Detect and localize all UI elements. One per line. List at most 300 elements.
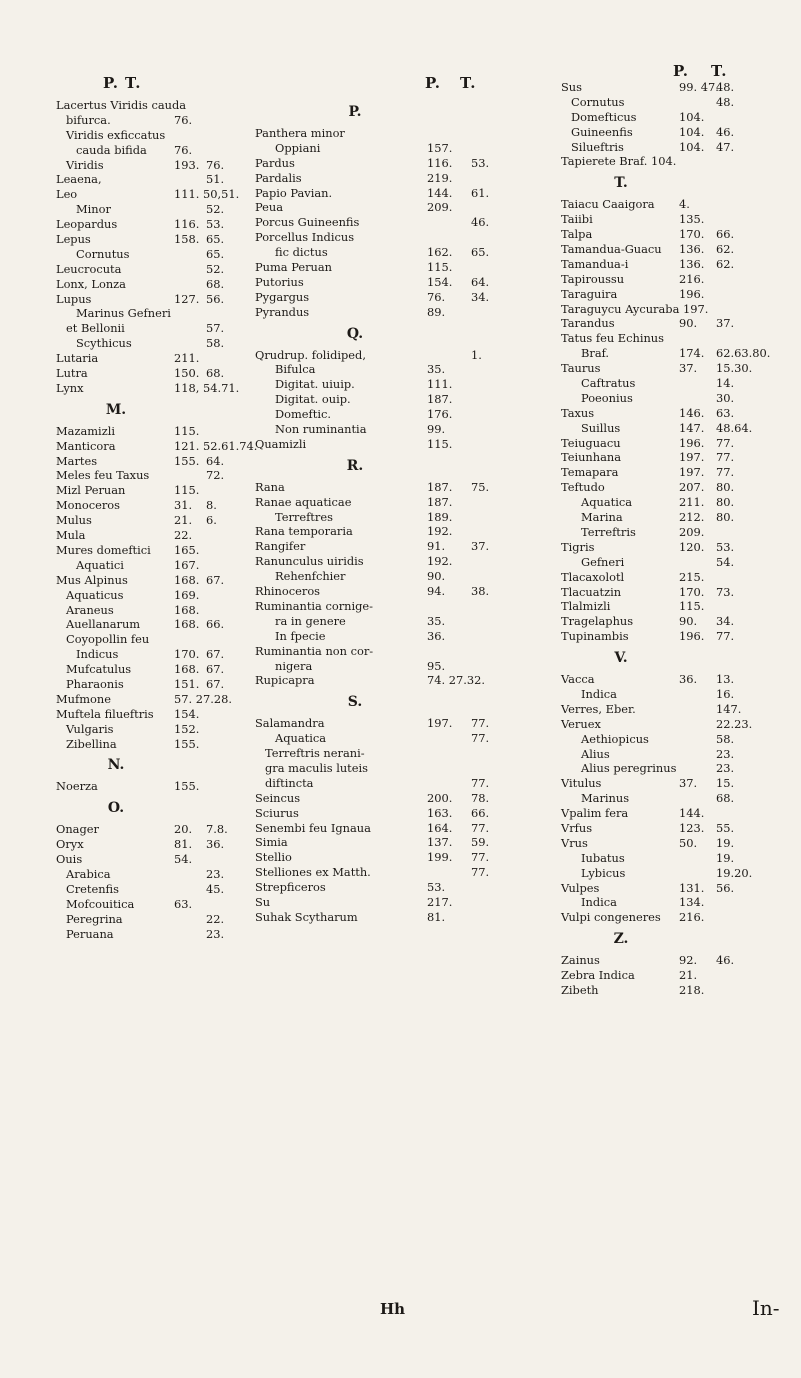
entry-page-p: 209. bbox=[427, 200, 453, 215]
index-entry bbox=[255, 673, 535, 688]
entry-page-t: 53. bbox=[471, 155, 490, 170]
entry-page-p: 118, 54.71. bbox=[174, 380, 240, 395]
entry-page-p: 91. bbox=[427, 539, 446, 554]
entry-name: Terreftris nerani- bbox=[265, 746, 365, 761]
entry-page-p: 211. bbox=[174, 351, 200, 366]
entry-name: Viridis bbox=[66, 157, 104, 172]
entry-name: Alius bbox=[581, 746, 610, 761]
entry-page-p: 115. bbox=[427, 260, 453, 275]
index-entry bbox=[56, 603, 256, 618]
entry-page-t: 46. bbox=[716, 124, 735, 139]
index-entry bbox=[255, 806, 535, 821]
entry-page-t: 46. bbox=[716, 953, 735, 968]
entry-page-p: 37. bbox=[679, 361, 698, 376]
entry-name: Lynx bbox=[56, 380, 84, 395]
entry-page-p: 90. bbox=[679, 316, 698, 331]
index-entry bbox=[561, 968, 791, 983]
entry-page-t: 14. bbox=[716, 376, 735, 391]
entry-name: Ranae aquaticae bbox=[255, 494, 352, 509]
entry-name: Lybicus bbox=[581, 865, 626, 880]
index-entry bbox=[56, 232, 256, 247]
entry-name: Tlalmizli bbox=[561, 599, 611, 614]
index-entry bbox=[56, 262, 256, 277]
entry-page-p: 137. bbox=[427, 835, 453, 850]
entry-page-p: 104. bbox=[679, 139, 705, 154]
column-header-t: T. bbox=[711, 62, 728, 80]
section-letter: M. bbox=[105, 401, 127, 418]
index-entry bbox=[56, 217, 256, 232]
entry-page-t: 66. bbox=[471, 805, 490, 820]
entry-name: Putorius bbox=[255, 274, 304, 289]
entry-name: Suhak Scytharum bbox=[255, 909, 358, 924]
entry-page-p: 74. 27.32. bbox=[427, 673, 485, 688]
entry-page-p: 207. bbox=[679, 480, 705, 495]
section-letter: T. bbox=[614, 175, 628, 192]
entry-name: Tarandus bbox=[561, 316, 615, 331]
entry-name: Lutaria bbox=[56, 351, 99, 366]
section-letter: S. bbox=[347, 694, 363, 711]
entry-page-p: 76. bbox=[174, 142, 193, 157]
entry-name: Martes bbox=[56, 453, 98, 468]
entry-page-p: 99. bbox=[427, 422, 446, 437]
index-entry bbox=[56, 558, 256, 573]
index-entry bbox=[56, 588, 256, 603]
entry-page-p: 147. bbox=[679, 420, 705, 435]
entry-name: Mufcatulus bbox=[66, 662, 132, 677]
entry-page-t: 65. bbox=[206, 246, 225, 261]
index-entry bbox=[56, 498, 256, 513]
entry-page-t: 62. bbox=[716, 256, 735, 271]
entry-page-t: 15. bbox=[716, 776, 735, 791]
entry-name: Ouis bbox=[56, 852, 83, 867]
entry-page-p: 187. bbox=[427, 392, 453, 407]
section-letter: V. bbox=[614, 650, 628, 667]
entry-page-p: 37. bbox=[679, 776, 698, 791]
index-entry bbox=[56, 351, 256, 366]
entry-page-p: 144. bbox=[679, 806, 705, 821]
entry-page-p: 136. bbox=[679, 256, 705, 271]
index-entry bbox=[255, 230, 535, 245]
index-entry bbox=[255, 407, 535, 422]
entry-page-p: 104. bbox=[679, 124, 705, 139]
entry-name: Ruminantia cornige- bbox=[255, 598, 373, 613]
entry-page-t: 57. bbox=[206, 321, 225, 336]
index-entry bbox=[56, 632, 256, 647]
entry-page-p: 150. bbox=[174, 366, 200, 381]
entry-page-p: 131. bbox=[679, 880, 705, 895]
index-entry bbox=[561, 747, 791, 762]
entry-page-t: 36. bbox=[206, 837, 225, 852]
entry-name: diftincta bbox=[265, 775, 314, 790]
entry-page-p: 21. bbox=[174, 513, 193, 528]
entry-list bbox=[561, 80, 791, 998]
entry-name: Cornutus bbox=[571, 94, 625, 109]
entry-name: In fpecie bbox=[275, 628, 326, 643]
index-entry bbox=[561, 540, 791, 555]
index-entry bbox=[561, 465, 791, 480]
entry-page-p: 144. bbox=[427, 185, 453, 200]
entry-page-p: 168. bbox=[174, 617, 200, 632]
index-entry bbox=[561, 480, 791, 495]
entry-name: Manticora bbox=[56, 438, 116, 453]
index-entry bbox=[561, 287, 791, 302]
entry-name: Tapiroussu bbox=[561, 271, 625, 286]
entry-page-t: 6. bbox=[206, 513, 217, 528]
entry-name: Pharaonis bbox=[66, 676, 124, 691]
entry-name: Tamandua-Guacu bbox=[561, 242, 662, 257]
index-entry bbox=[255, 614, 535, 629]
index-entry bbox=[255, 554, 535, 569]
entry-page-t: 80. bbox=[716, 495, 735, 510]
entry-page-t: 38. bbox=[471, 584, 490, 599]
entry-page-p: 57. 27.28. bbox=[174, 691, 232, 706]
entry-page-p: 127. bbox=[174, 291, 200, 306]
entry-page-t: 16. bbox=[716, 686, 735, 701]
index-entry bbox=[255, 141, 535, 156]
entry-page-t: 22. bbox=[206, 911, 225, 926]
entry-name: Monoceros bbox=[56, 498, 120, 513]
entry-page-t: 48.64. bbox=[716, 420, 753, 435]
entry-page-p: 111. bbox=[427, 377, 453, 392]
entry-name: Taraguira bbox=[561, 286, 618, 301]
entry-name: Lutra bbox=[56, 366, 88, 381]
index-entry bbox=[561, 806, 791, 821]
entry-name: Aquaticus bbox=[66, 587, 124, 602]
entry-name: Indicus bbox=[76, 647, 119, 662]
entry-page-t: 46. bbox=[471, 215, 490, 230]
entry-page-p: 216. bbox=[679, 910, 705, 925]
entry-name: Gefneri bbox=[581, 554, 625, 569]
entry-name: Sciurus bbox=[255, 805, 299, 820]
index-entry bbox=[561, 866, 791, 881]
entry-page-p: 154. bbox=[427, 274, 453, 289]
entry-page-p: 116. bbox=[427, 155, 453, 170]
index-entry bbox=[255, 171, 535, 186]
index-entry bbox=[561, 510, 791, 525]
entry-name: Auellanarum bbox=[66, 617, 141, 632]
entry-name: Peruana bbox=[66, 926, 114, 941]
entry-name: Ranunculus uiridis bbox=[255, 554, 364, 569]
entry-page-p: 169. bbox=[174, 587, 200, 602]
entry-name: Zebra Indica bbox=[561, 968, 635, 983]
index-entry bbox=[255, 539, 535, 554]
entry-page-t: 34. bbox=[471, 289, 490, 304]
index-entry bbox=[56, 737, 256, 752]
index-entry bbox=[255, 731, 535, 746]
entry-name: Mizl Peruan bbox=[56, 483, 126, 498]
entry-name: Domeftic. bbox=[275, 407, 331, 422]
index-entry bbox=[56, 543, 256, 558]
entry-name: Vulpes bbox=[561, 880, 600, 895]
entry-name: Mures domeftici bbox=[56, 542, 151, 557]
entry-name: Oppiani bbox=[275, 140, 321, 155]
index-entry bbox=[561, 421, 791, 436]
entry-name: Marinus Gefneri bbox=[76, 306, 171, 321]
index-entry bbox=[561, 732, 791, 747]
entry-page-p: 115. bbox=[679, 599, 705, 614]
entry-page-p: 187. bbox=[427, 494, 453, 509]
index-entry bbox=[561, 599, 791, 614]
entry-name: Taiacu Caaigora bbox=[561, 197, 655, 212]
entry-page-t: 47. bbox=[716, 139, 735, 154]
index-entry bbox=[561, 302, 791, 317]
entry-name: Minor bbox=[76, 202, 111, 217]
entry-page-p: 174. bbox=[679, 346, 705, 361]
entry-page-t: 58. bbox=[716, 731, 735, 746]
entry-page-p: 116. bbox=[174, 217, 200, 232]
entry-page-t: 45. bbox=[206, 881, 225, 896]
entry-page-p: 50. bbox=[679, 835, 698, 850]
index-entry bbox=[255, 821, 535, 836]
entry-page-p: 90. bbox=[427, 569, 446, 584]
entry-name: Stellio bbox=[255, 850, 292, 865]
entry-name: Senembi feu Ignaua bbox=[255, 820, 371, 835]
entry-page-p: 219. bbox=[427, 170, 453, 185]
section-letter: P. bbox=[348, 104, 362, 120]
entry-name: Rehenfchier bbox=[275, 569, 346, 584]
entry-page-p: 193. bbox=[174, 157, 200, 172]
entry-page-t: 53. bbox=[206, 217, 225, 232]
entry-page-p: 76. bbox=[174, 112, 193, 127]
entry-page-t: 61. bbox=[471, 185, 490, 200]
entry-page-t: 64. bbox=[471, 274, 490, 289]
entry-page-p: 163. bbox=[427, 805, 453, 820]
entry-name: Tigris bbox=[561, 539, 595, 554]
entry-name: Mula bbox=[56, 528, 86, 543]
entry-name: Digitat. uiuip. bbox=[275, 377, 355, 392]
index-entry bbox=[255, 392, 535, 407]
index-entry bbox=[56, 617, 256, 632]
entry-name: Guineenfis bbox=[571, 124, 633, 139]
entry-page-p: 211. bbox=[679, 495, 705, 510]
entry-name: Simia bbox=[255, 835, 288, 850]
index-entry bbox=[561, 361, 791, 376]
entry-name: Meles feu Taxus bbox=[56, 468, 150, 483]
index-entry bbox=[56, 321, 256, 336]
entry-page-p: 155. bbox=[174, 779, 200, 794]
entry-name: Terreftris bbox=[581, 524, 636, 539]
entry-page-t: 48. bbox=[716, 80, 735, 94]
entry-page-p: 197. bbox=[679, 465, 705, 480]
index-entry bbox=[561, 495, 791, 510]
entry-name: Qrudrup. folidiped, bbox=[255, 347, 366, 362]
entry-name: Marina bbox=[581, 510, 623, 525]
entry-name: Vulpi congeneres bbox=[561, 910, 661, 925]
entry-page-p: 170. bbox=[174, 647, 200, 662]
entry-name: Leaena, bbox=[56, 172, 102, 187]
entry-name: Ruminantia non cor- bbox=[255, 643, 374, 658]
entry-page-p: 165. bbox=[174, 542, 200, 557]
index-entry bbox=[56, 158, 256, 173]
entry-page-p: 99. 47. bbox=[679, 80, 719, 94]
entry-page-t: 63. bbox=[716, 405, 735, 420]
entry-name: Indica bbox=[581, 895, 617, 910]
entry-name: Teiunhana bbox=[561, 450, 622, 465]
index-entry bbox=[561, 242, 791, 257]
entry-name: Pygargus bbox=[255, 289, 310, 304]
entry-name: Taraguycu Aycuraba 197. bbox=[561, 301, 709, 316]
index-entry bbox=[56, 662, 256, 677]
entry-name: Mazamizli bbox=[56, 423, 115, 438]
entry-name: Tupinambis bbox=[561, 629, 629, 644]
entry-page-p: 192. bbox=[427, 554, 453, 569]
index-entry bbox=[561, 391, 791, 406]
entry-page-p: 176. bbox=[427, 407, 453, 422]
index-entry bbox=[561, 154, 791, 169]
entry-page-p: 21. bbox=[679, 968, 698, 983]
entry-page-p: 170. bbox=[679, 227, 705, 242]
entry-list bbox=[56, 98, 256, 941]
entry-page-p: 217. bbox=[427, 894, 453, 909]
index-entry bbox=[561, 836, 791, 851]
entry-page-p: 189. bbox=[427, 509, 453, 524]
index-entry bbox=[56, 381, 256, 396]
index-entry bbox=[56, 647, 256, 662]
index-entry bbox=[56, 277, 256, 292]
entry-name: Salamandra bbox=[255, 716, 325, 731]
entry-name: Mofcouitica bbox=[66, 896, 135, 911]
entry-page-p: 192. bbox=[427, 524, 453, 539]
entry-name: ra in genere bbox=[275, 613, 346, 628]
entry-name: Lacertus Viridis cauda bbox=[56, 98, 187, 112]
index-entry bbox=[561, 717, 791, 732]
index-entry bbox=[56, 128, 256, 143]
index-entry bbox=[561, 953, 791, 968]
entry-page-p: 36. bbox=[427, 628, 446, 643]
index-entry bbox=[561, 881, 791, 896]
entry-page-t: 68. bbox=[206, 366, 225, 381]
entry-page-t: 22.23. bbox=[716, 716, 753, 731]
entry-name: Suillus bbox=[581, 420, 621, 435]
index-entry bbox=[561, 346, 791, 361]
index-entry bbox=[56, 172, 256, 187]
entry-name: fic dictus bbox=[275, 245, 328, 260]
entry-name: Su bbox=[255, 894, 271, 909]
entry-page-p: 136. bbox=[679, 242, 705, 257]
index-entry bbox=[255, 761, 535, 776]
entry-name: Caftratus bbox=[581, 376, 636, 391]
entry-name: et Bellonii bbox=[66, 321, 125, 336]
entry-name: Vpalim fera bbox=[561, 806, 629, 821]
entry-name: Coyopollin feu bbox=[66, 632, 150, 647]
entry-name: Seincus bbox=[255, 790, 301, 805]
index-entry bbox=[255, 895, 535, 910]
entry-page-p: 121. 52.61.74. bbox=[174, 438, 258, 453]
entry-page-t: 80. bbox=[716, 480, 735, 495]
entry-name: Aquatici bbox=[76, 557, 124, 572]
entry-name: Zainus bbox=[561, 953, 600, 968]
entry-name: Peregrina bbox=[66, 911, 123, 926]
entry-name: Stelliones ex Matth. bbox=[255, 865, 371, 880]
entry-name: Digitat. ouip. bbox=[275, 392, 351, 407]
index-entry bbox=[56, 454, 256, 469]
entry-page-p: 63. bbox=[174, 896, 193, 911]
entry-name: Tamandua-i bbox=[561, 256, 629, 271]
index-entry bbox=[255, 850, 535, 865]
entry-page-p: 216. bbox=[679, 271, 705, 286]
entry-name: Puma Peruan bbox=[255, 260, 333, 275]
entry-page-p: 94. bbox=[427, 584, 446, 599]
entry-page-t: 78. bbox=[471, 790, 490, 805]
entry-page-p: 111. 50,51. bbox=[174, 187, 240, 202]
entry-name: Braf. bbox=[581, 346, 610, 361]
entry-page-t: 54. bbox=[716, 554, 735, 569]
entry-page-t: 37. bbox=[716, 316, 735, 331]
index-entry bbox=[561, 895, 791, 910]
entry-name: Rangifer bbox=[255, 539, 306, 554]
column-header-t: T. bbox=[125, 74, 142, 92]
entry-page-p: 158. bbox=[174, 232, 200, 247]
entry-name: Aquatica bbox=[581, 495, 633, 510]
index-entry bbox=[561, 702, 791, 717]
entry-name: Talpa bbox=[561, 227, 593, 242]
index-entry bbox=[255, 260, 535, 275]
entry-page-p: 81. bbox=[427, 909, 446, 924]
entry-page-t: 68. bbox=[716, 791, 735, 806]
entry-name: cauda bifida bbox=[76, 142, 147, 157]
index-entry bbox=[56, 707, 256, 722]
index-entry bbox=[56, 573, 256, 588]
entry-page-t: 67. bbox=[206, 572, 225, 587]
entry-name: Tlacaxolotl bbox=[561, 569, 625, 584]
entry-page-p: 168. bbox=[174, 572, 200, 587]
section-letter: Q. bbox=[346, 325, 364, 342]
index-entry bbox=[56, 779, 256, 794]
entry-name: Taiibi bbox=[561, 212, 593, 227]
index-entry bbox=[56, 528, 256, 543]
entry-name: Oryx bbox=[56, 837, 84, 852]
index-entry bbox=[561, 316, 791, 331]
index-entry bbox=[56, 513, 256, 528]
index-entry bbox=[255, 362, 535, 377]
entry-page-t: 68. bbox=[206, 276, 225, 291]
index-entry bbox=[561, 672, 791, 687]
entry-name: Silueftris bbox=[571, 139, 624, 154]
entry-page-t: 23. bbox=[206, 926, 225, 941]
index-entry bbox=[561, 331, 791, 346]
index-entry bbox=[56, 468, 256, 483]
index-entry bbox=[561, 614, 791, 629]
index-entry bbox=[561, 376, 791, 391]
index-entry bbox=[56, 202, 256, 217]
entry-name: Pardalis bbox=[255, 170, 302, 185]
column-header-t: T. bbox=[460, 74, 477, 92]
entry-page-p: 120. bbox=[679, 539, 705, 554]
entry-page-p: 123. bbox=[679, 820, 705, 835]
entry-page-p: 196. bbox=[679, 629, 705, 644]
entry-name: Pyrandus bbox=[255, 304, 310, 319]
index-entry bbox=[561, 585, 791, 600]
entry-page-t: 37. bbox=[471, 539, 490, 554]
index-entry bbox=[561, 406, 791, 421]
index-entry bbox=[255, 305, 535, 320]
index-entry bbox=[561, 983, 791, 998]
entry-page-t: 15.30. bbox=[716, 361, 753, 376]
entry-page-p: 104. bbox=[679, 109, 705, 124]
entry-name: bifurca. bbox=[66, 112, 111, 127]
entry-page-p: 196. bbox=[679, 286, 705, 301]
entry-name: Poeonius bbox=[581, 390, 633, 405]
index-entry bbox=[255, 716, 535, 731]
index-entry bbox=[56, 677, 256, 692]
index-entry bbox=[561, 570, 791, 585]
section-letter: N. bbox=[107, 757, 125, 774]
entry-page-p: 4. bbox=[679, 197, 690, 212]
entry-page-t: 66. bbox=[716, 227, 735, 242]
index-entry bbox=[255, 377, 535, 392]
entry-name: Pardus bbox=[255, 155, 295, 170]
index-entry bbox=[561, 910, 791, 925]
